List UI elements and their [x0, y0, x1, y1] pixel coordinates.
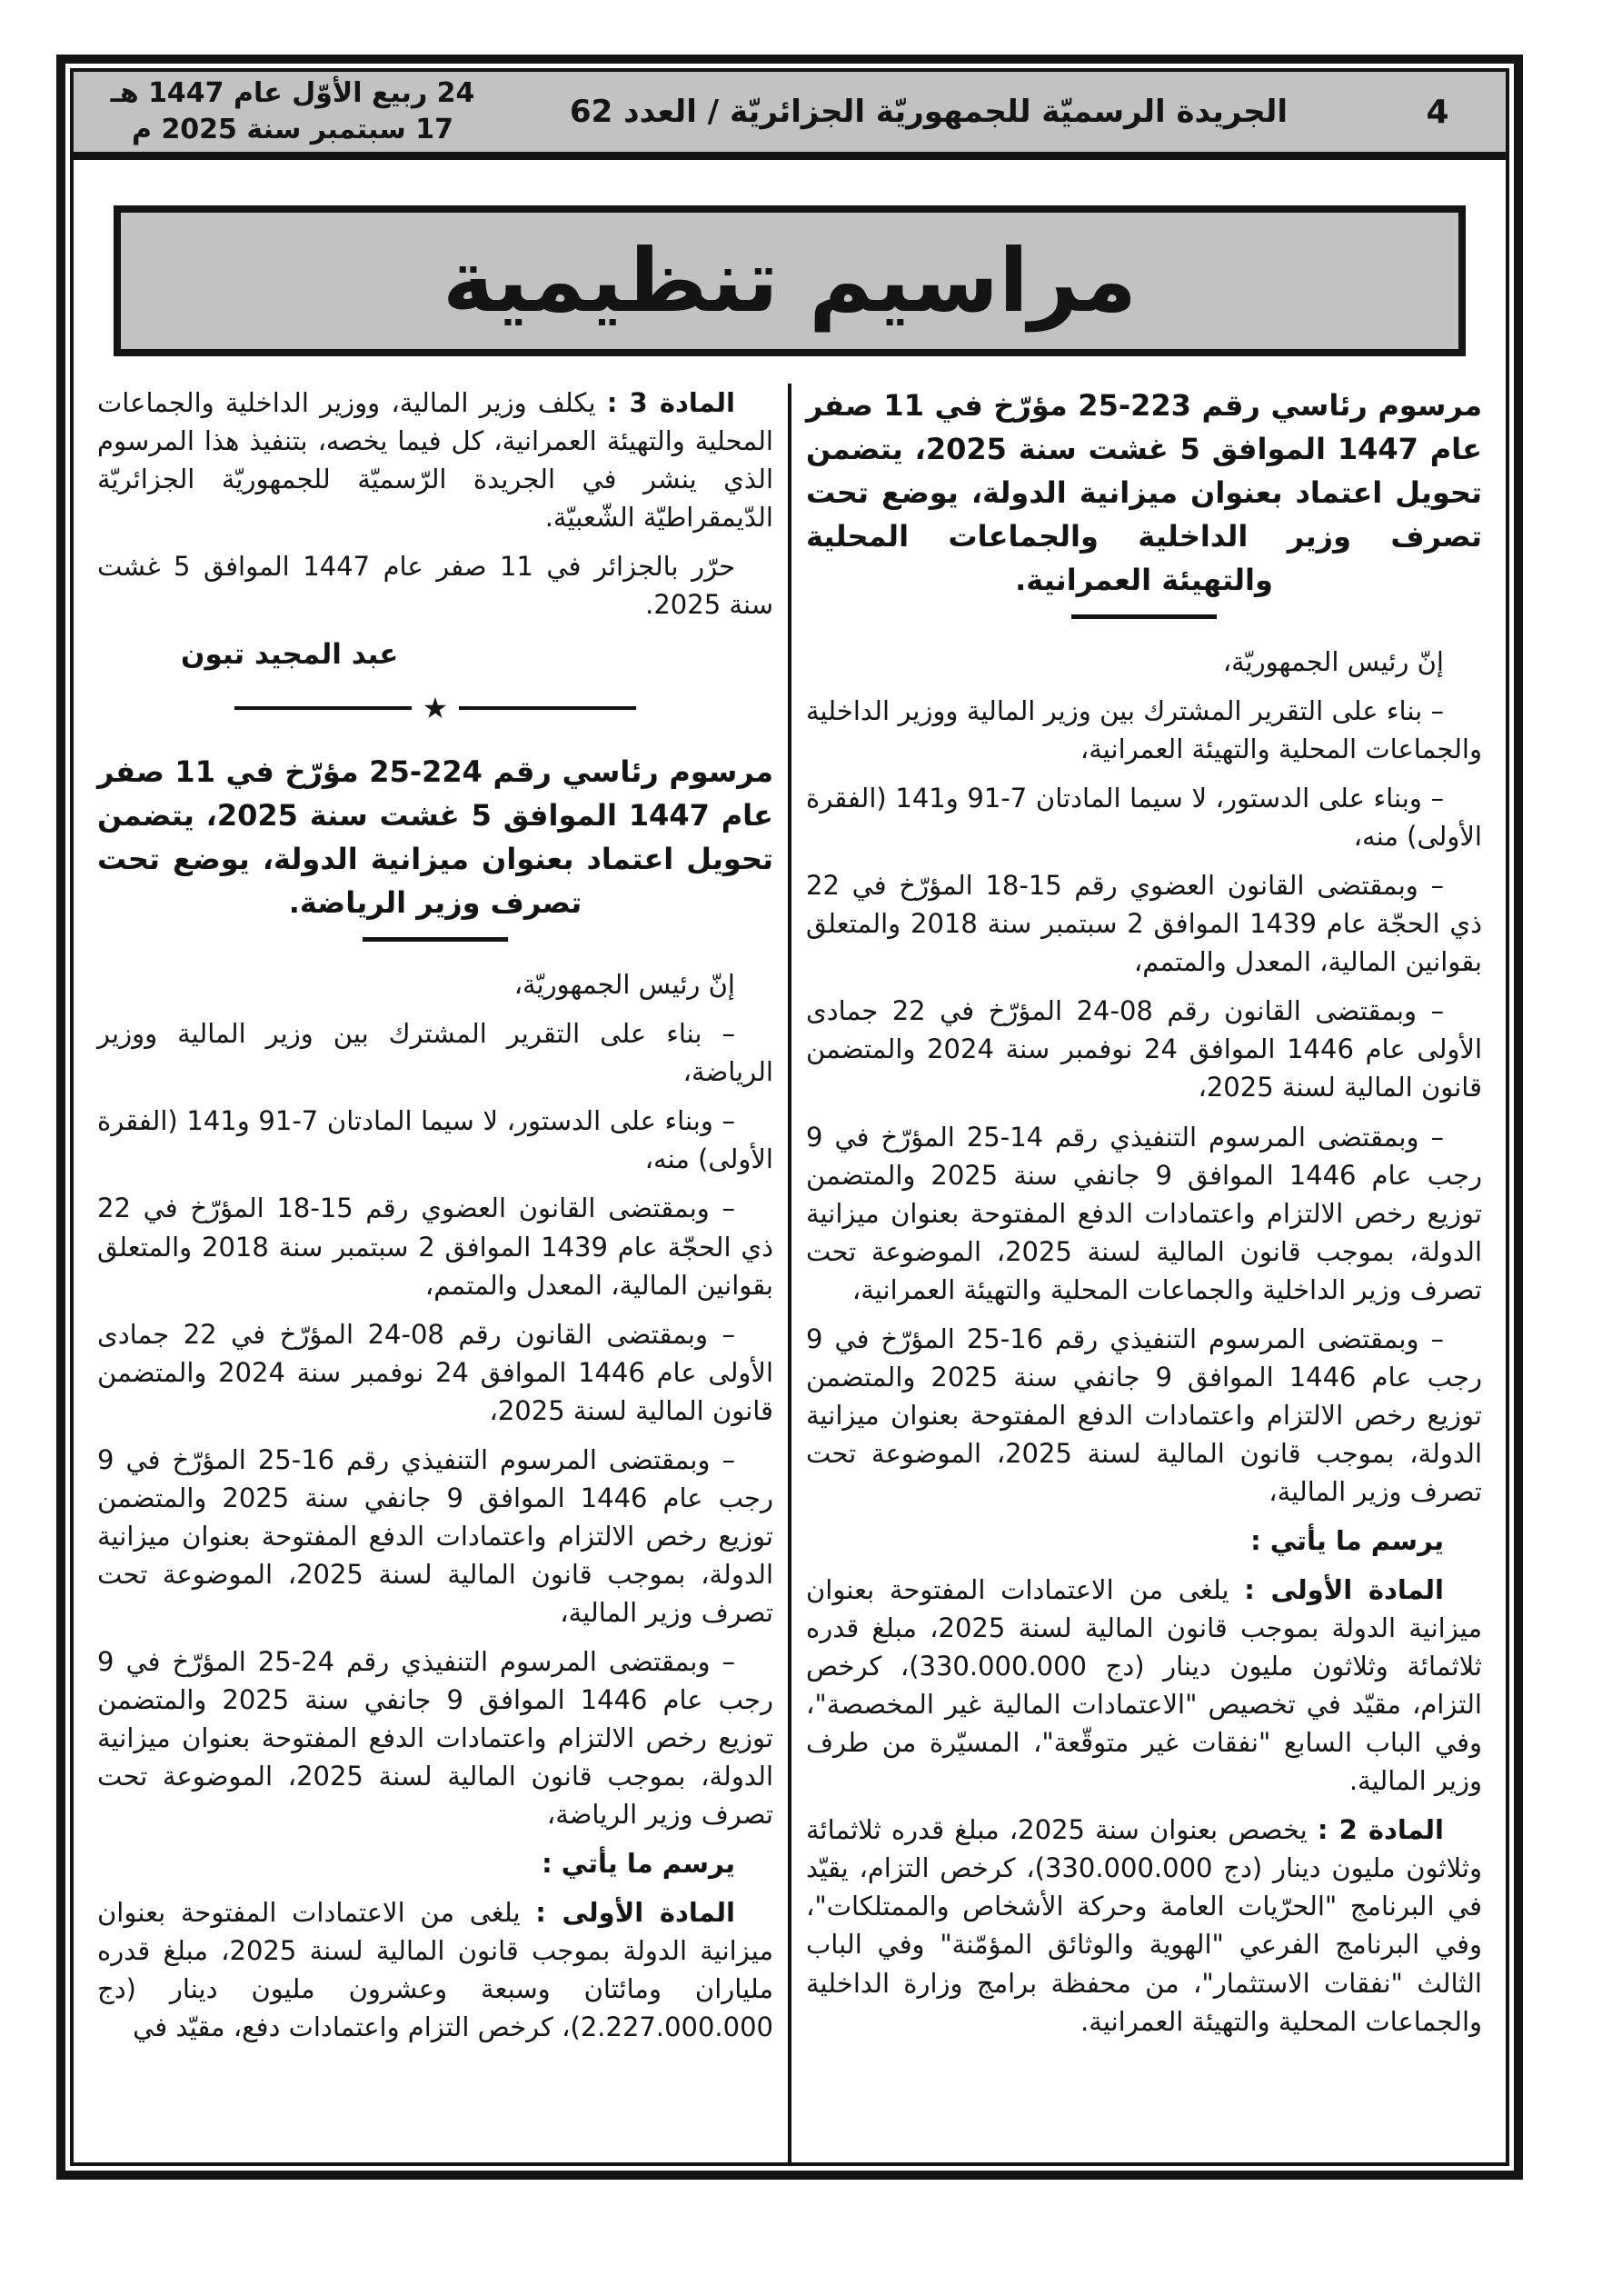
article-text: يكلف وزير المالية، ووزير الداخلية والجماعات المحلية والتهيئة العمرانية، كل فيما يخصه، بتنفيذ هذا المرسوم الذي ينشر في الجريدة الرّسميّة للجمهوريّة الجزائريّة الدّيمقراطيّة الشّعبيّة.	[97, 387, 773, 534]
article-label: المادة 3 :	[606, 387, 735, 418]
visa-item: – وبمقتضى المرسوم التنفيذي رقم 16-25 المؤرّخ في 9 رجب عام 1446 الموافق 9 جانفي سنة 2025 والمتضمن توزيع رخص الالتزام واعتمادات الدفع المفتوحة بعنوان ميزانية الدولة، بموجب قانون المالية لسنة 2025، الموضوعة تحت تصرف وزير المالية،	[97, 1443, 774, 1628]
section-banner-title: مراسيم تنظيمية	[442, 230, 1138, 332]
article-paragraph	[97, 384, 773, 536]
preamble-intro: إنّ رئيس الجمهوريّة،	[1222, 646, 1444, 677]
column-right	[791, 384, 1497, 2162]
visa-item: – وبمقتضى المرسوم التنفيذي رقم 16-25 المؤرّخ في 9 رجب عام 1446 الموافق 9 جانفي سنة 2025 والمتضمن توزيع رخص الالتزام واعتمادات الدفع المفتوحة بعنوان ميزانية الدولة، بموجب قانون المالية لسنة 2025، الموضوعة تحت تصرف وزير المالية،	[806, 1323, 1483, 1507]
date-gregorian: 17 سبتمبر سنة 2025 م	[132, 114, 453, 145]
article-label: المادة 2 :	[1317, 1814, 1444, 1846]
visa-item: – وبمقتضى القانون العضوي رقم 15-18 المؤرّخ في 22 ذي الحجّة عام 1439 الموافق 2 سبتمبر سنة 2018 والمتعلق بقوانين المالية، المعدل والمتمم،	[806, 870, 1482, 978]
visa-item: – وبمقتضى المرسوم التنفيذي رقم 14-25 المؤرّخ في 9 رجب عام 1446 الموافق 9 جانفي سنة 2025 والمتضمن توزيع رخص الالتزام واعتمادات الدفع المفتوحة بعنوان ميزانية الدولة، بموجب قانون المالية لسنة 2025، الموضوعة تحت تصرف وزير الداخلية والجماعات المحلية والتهيئة العمرانية،	[806, 1121, 1483, 1305]
visa-item: – وبمقتضى القانون العضوي رقم 15-18 المؤرّخ في 22 ذي الحجّة عام 1439 الموافق 2 سبتمبر سنة 2018 والمتعلق بقوانين المالية، المعدل والمتمم،	[97, 1193, 773, 1301]
column-left	[83, 384, 788, 2162]
preamble-intro: إنّ رئيس الجمهوريّة،	[513, 969, 735, 1001]
decree-heading: مرسوم رئاسي رقم 224-25 مؤرّخ في 11 صفر عام 1447 الموافق 5 غشت سنة 2025، يتضمن تحويل اعتماد بعنوان ميزانية الدولة، يوضع تحت تصرف وزير الرياضة.	[97, 754, 774, 921]
article-label: المادة الأولى :	[1244, 1574, 1444, 1606]
visa-item: – وبمقتضى القانون رقم 08-24 المؤرّخ في 22 جمادى الأولى عام 1446 الموافق 24 نوفمبر سنة 2024 والمتضمن قانون المالية لسنة 2025،	[97, 1318, 774, 1426]
separator-line	[234, 706, 412, 710]
enacting-formula: يرسم ما يأتي :	[542, 1848, 735, 1880]
visa-item: – بناء على التقرير المشترك بين وزير المالية ووزير الداخلية والجماعات المحلية والتهيئة العمرانية،	[806, 695, 1482, 765]
separator-rule	[1071, 614, 1217, 619]
visa-item: – وبمقتضى القانون رقم 08-24 المؤرّخ في 22 جمادى الأولى عام 1446 الموافق 24 نوفمبر سنة 2024 والمتضمن قانون المالية لسنة 2025،	[806, 995, 1483, 1103]
decree-heading: مرسوم رئاسي رقم 223-25 مؤرّخ في 11 صفر عام 1447 الموافق 5 غشت سنة 2025، يتضمن تحويل اعتماد بعنوان ميزانية الدولة، يوضع تحت تصرف وزير الداخلية والجماعات المحلية والتهيئة العمرانية.	[806, 388, 1483, 597]
page-number: 4	[1426, 93, 1449, 131]
article-paragraph	[806, 1811, 1482, 2040]
visa-item: – وبمقتضى المرسوم التنفيذي رقم 24-25 المؤرّخ في 9 رجب عام 1446 الموافق 9 جانفي سنة 2025 والمتضمن توزيع رخص الالتزام واعتمادات الدفع المفتوحة بعنوان ميزانية الدولة، بموجب قانون المالية لسنة 2025، الموضوعة تحت تصرف وزير الرياضة،	[97, 1645, 774, 1831]
visa-item: – بناء على التقرير المشترك بين وزير المالية ووزير الرياضة،	[97, 1018, 773, 1088]
visa-item: – وبناء على الدستور، لا سيما المادتان 7-91 و141 (الفقرة الأولى) منه،	[97, 1105, 773, 1175]
journal-title: الجريدة الرسميّة للجمهوريّة الجزائريّة / العدد 62	[569, 94, 1288, 130]
separator-star	[97, 691, 773, 726]
page-frame	[56, 55, 1523, 2180]
enacting-formula: يرسم ما يأتي :	[1250, 1524, 1444, 1556]
date-hijri: 24 ربيع الأوّل عام 1447 هـ	[110, 76, 475, 109]
page-frame-inner	[70, 68, 1509, 2166]
article-label: المادة الأولى :	[535, 1897, 735, 1929]
content-columns	[74, 356, 1506, 2162]
article-paragraph	[97, 1893, 773, 2046]
article-text: يلغى من الاعتمادات المفتوحة بعنوان ميزانية الدولة بموجب قانون المالية لسنة 2025، مبلغ قدره ثلاثمائة وثلاثون مليون دينار (دج 330.000.000)، كرخص التزام، مقيّد في تخصيص "الاعتمادات المالية غير المخصصة"، وفي الباب السابع "نفقات غير متوقّعة"، المسيّرة من طرف وزير المالية.	[806, 1574, 1483, 1797]
signature: عبد المجيد تبون	[181, 638, 399, 672]
separator-line	[459, 706, 636, 710]
issued-line: حرّر بالجزائر في 11 صفر عام 1447 الموافق 5 غشت سنة 2025.	[97, 551, 773, 621]
article-text: يلغى من الاعتمادات المفتوحة بعنوان ميزانية الدولة بموجب قانون المالية لسنة 2025، مبلغ قدره ملياران ومائتان وسبعة وعشرون مليون دينار (دج 2.227.000.000)، كرخص التزام واعتمادات دفع، مقيّد في	[97, 1897, 774, 2043]
article-text: يخصص بعنوان سنة 2025، مبلغ قدره ثلاثمائة وثلاثون مليون دينار (دج 330.000.000)، كرخص التزام، يقيّد في البرنامج "الحرّيات العامة وحركة الأشخاص والممتلكات"، وفي البرنامج الفرعي "الهوية والوثائق المؤمّنة" وفي الباب الثالث "نفقات الاستثمار"، من محفظة برامج وزارة الداخلية والجماعات المحلية والتهيئة العمرانية.	[806, 1814, 1482, 2037]
star-icon: ★	[422, 691, 449, 726]
separator-rule	[363, 937, 508, 942]
section-banner	[114, 205, 1466, 356]
header-dates	[74, 75, 488, 149]
column-divider	[788, 384, 791, 2162]
article-paragraph	[806, 1571, 1482, 1800]
visa-item: – وبناء على الدستور، لا سيما المادتان 7-91 و141 (الفقرة الأولى) منه،	[806, 783, 1482, 853]
page-header	[74, 72, 1506, 160]
